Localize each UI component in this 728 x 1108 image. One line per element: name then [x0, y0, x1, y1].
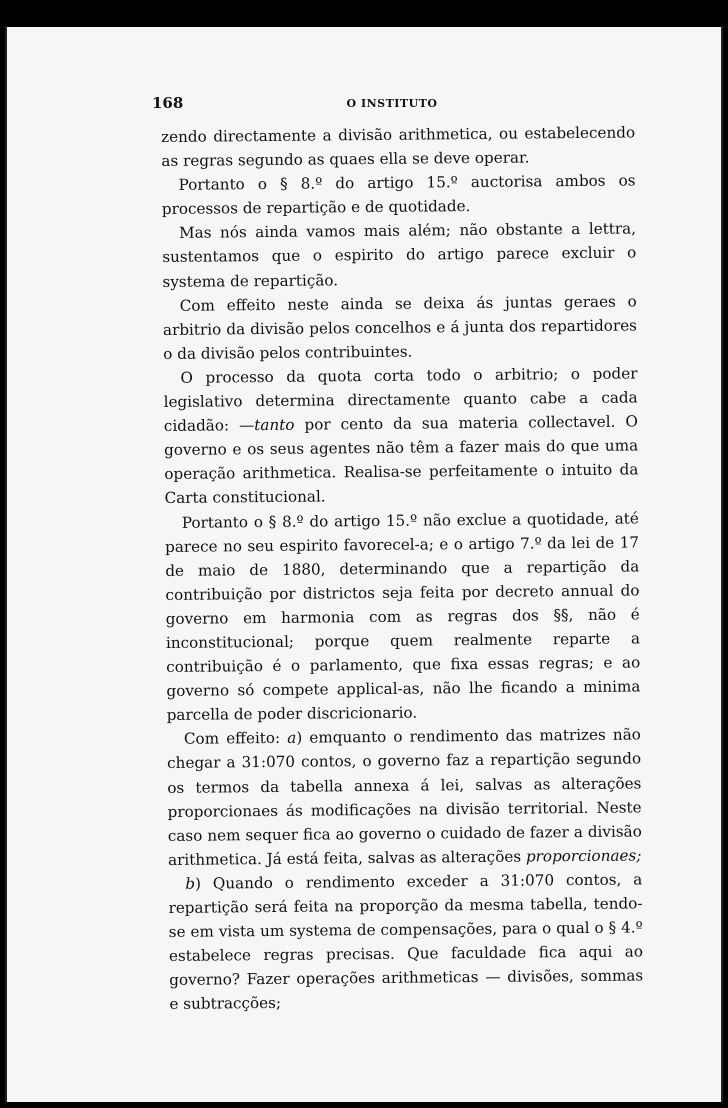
text-run: zendo directamente a divisão arithmetica, ou estabelecendo as regras segundo as quaes ella se deve operar. — [161, 123, 636, 171]
text-run: por cento da sua materia collectavel. O governo e os seus agentes não têm a fazer mais do que uma operação arithmetica. Realisa-se perfeitamente o intuito da Carta constitucional. — [164, 412, 639, 508]
text-run: ) Quando o rendimento exceder a 31:070 contos, a repartição será feita na proporção da mesma tabella, tendo-se em vista um systema de compensações, para o qual o § 4.º estabelece regras precisas. Que faculdade fica aqui ao governo? Fazer operações arithmeticas — divisões, sommas e subtracções; — [168, 870, 644, 1014]
book-page — [5, 27, 723, 1102]
text-run: O processo da quota corta todo o arbitrio; o poder legislativo determina directamente quanto cabe a cada cidadão: — — [163, 364, 638, 436]
italic-run: proporcionaes; — [525, 846, 642, 866]
paragraph-6 — [165, 506, 641, 727]
paragraph-7 — [167, 723, 642, 872]
paragraph-5 — [163, 361, 638, 510]
paragraph-2 — [161, 169, 635, 222]
text-run: ) emquanto o rendimento das matrizes não chegar a 31:070 contos, o governo faz a repartição segundo os termos da tabella annexa á lei, salvas as alterações proporcionaes ás modificações na divisão territorial. Neste caso nem sequer fica ao governo o cuidado de fazer a divisão arithmetica. Já está feita, salvas as alterações — [167, 725, 642, 869]
text-run: Mas nós ainda vamos mais além; não obstante a lettra, sustentamos que o espirito do artigo parece excluir o systema de repartição. — [162, 219, 637, 291]
text-run: Portanto o § 8.º do artigo 15.º auctorisa ambos os processos de repartição e de quotidade. — [161, 171, 636, 219]
body-text — [161, 120, 644, 1016]
paragraph-3 — [162, 217, 637, 294]
italic-run: tanto — [254, 415, 295, 435]
paragraph-1 — [161, 120, 635, 173]
text-run: Com effeito neste ainda se deixa ás juntas geraes o arbitrio da divisão pelos concelhos e á junta dos repartidores o da divisão pelos contribuintes. — [162, 292, 638, 363]
italic-run: a — [287, 729, 297, 748]
text-run: Com effeito: — [183, 729, 288, 749]
running-head: O INSTITUTO — [346, 97, 438, 110]
paragraph-4 — [163, 289, 638, 366]
page-header — [148, 94, 636, 114]
text-run: Portanto o § 8.º do artigo 15.º não exclue a quotidade, até parece no seu espirito favorecel-a; e o artigo 7.º da lei de 17 de maio de 1880, determinando que a repartição da contribuição por districtos seja feita por decreto annual do governo em harmonia com as regras dos §§, não é inconstitucional; porque quem realmente reparte a contribuição é o parlamento, que fixa essas regras; e ao governo só compete applical-as, não lhe ficando a minima parcella de poder discricionario. — [164, 508, 641, 725]
paragraph-8 — [168, 867, 643, 1016]
italic-run: b — [185, 874, 196, 893]
page-number: 168 — [152, 94, 184, 112]
